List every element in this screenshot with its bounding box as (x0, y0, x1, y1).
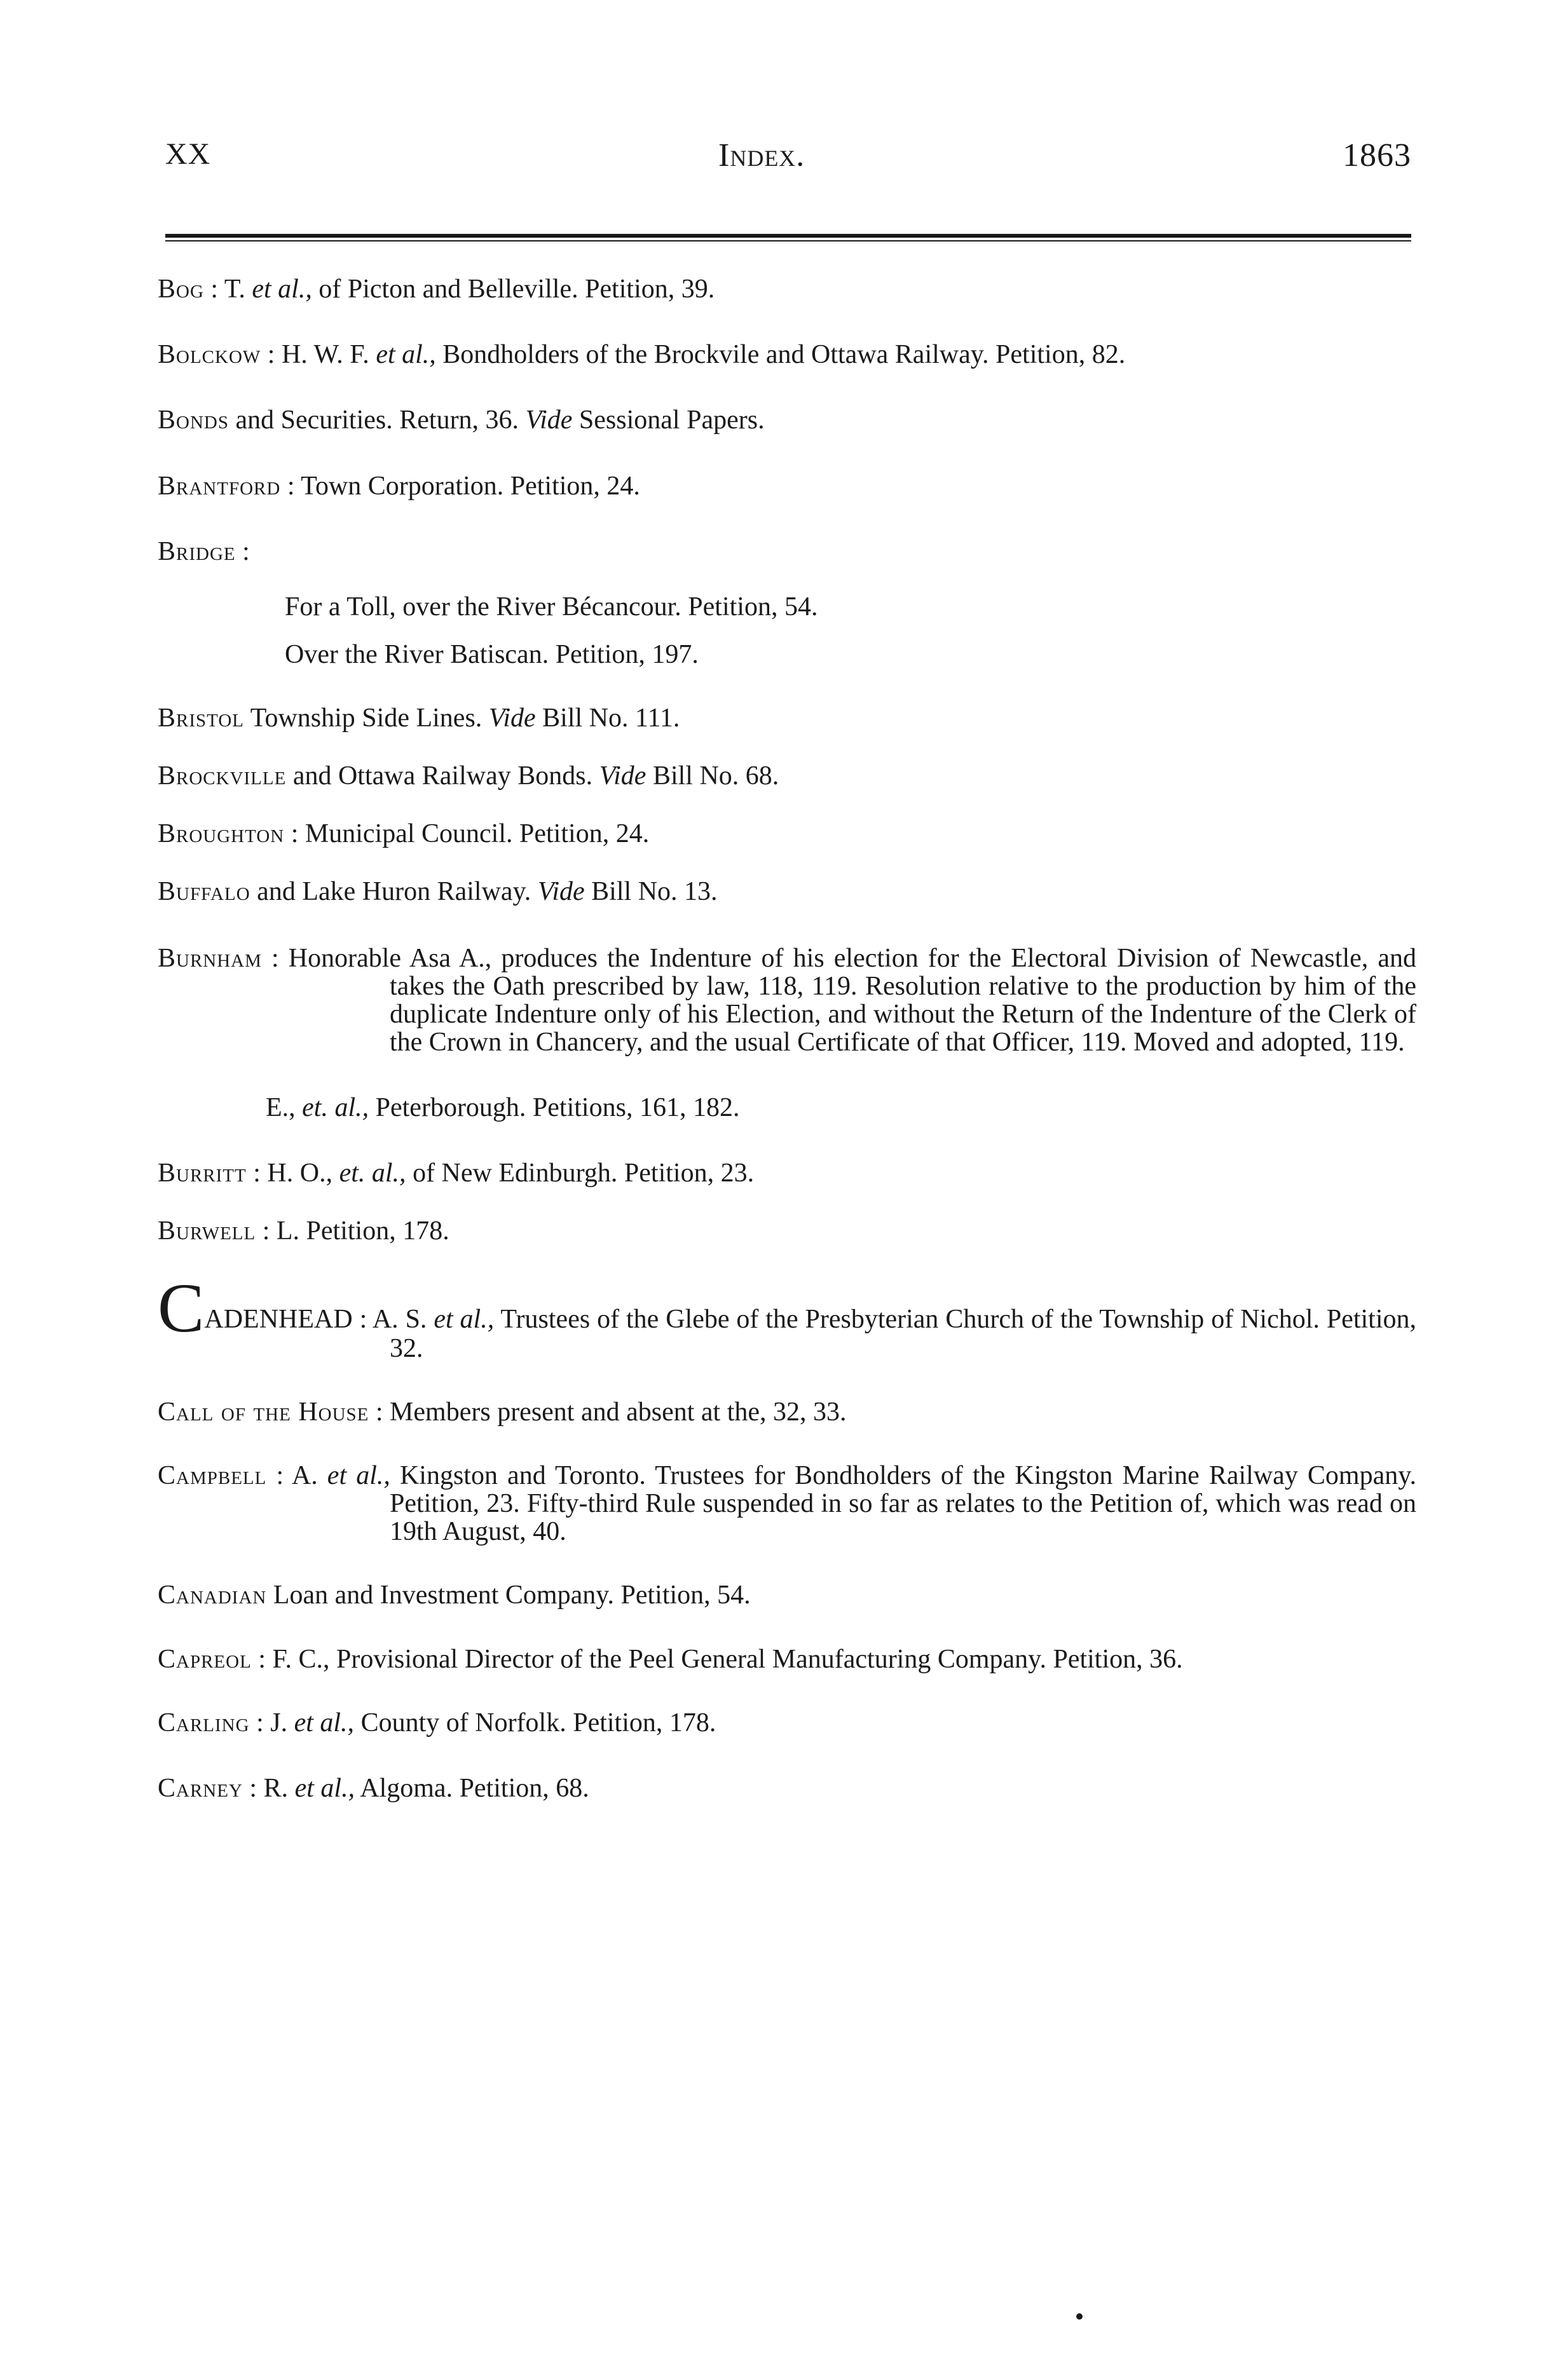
entry-text: of New Edinburgh. Petition, 23. (406, 1159, 755, 1188)
entry-heading: Call of the House (158, 1397, 369, 1427)
entry-text: Sessional Papers. (572, 405, 765, 435)
entry-subline: Over the River Batiscan. Petition, 197. (285, 640, 699, 670)
index-entry-carney (158, 1772, 1416, 1805)
entry-italic: et. al., (339, 1159, 406, 1188)
entry-heading: Broughton (158, 819, 285, 849)
page-title: Index. (718, 137, 805, 173)
entry-text: : Municipal Council. Petition, 24. (284, 819, 650, 849)
entry-italic: et al., (294, 1774, 355, 1804)
entry-text: and Ottawa Railway Bonds. (286, 761, 599, 791)
index-entry-capreol (158, 1645, 1416, 1674)
entry-italic: et al., (434, 1304, 495, 1334)
entry-text: Trustees of the Glebe of the Presbyterian Church of the Township of Nichol. Petition, 32. (390, 1304, 1416, 1363)
entry-text: County of Norfolk. Petition, 178. (354, 1708, 716, 1737)
entry-text: Bondholders of the Brockvile and Ottawa Railway. Petition, 82. (435, 340, 1126, 370)
year-label: 1863 (1343, 137, 1411, 173)
entry-italic: et al., (252, 275, 312, 304)
index-entry-burwell (158, 1215, 1416, 1248)
index-entry-call-of-the-house (158, 1396, 1416, 1429)
entry-heading: Carling (158, 1708, 250, 1737)
entry-text: : H. W. F. (261, 340, 376, 370)
entry-italic: et. al., (302, 1092, 369, 1122)
entry-italic: Vide (525, 405, 573, 435)
entry-text: : Honorable Asa A., produces the Indenture of his election for the Electoral Division of Newcastle, and takes the Oath prescribed by law, 118, 119. Resolution relative to the production by him of the duplicate Indenture only of his Election, and without the Return of the Indenture of the Clerk of the Crown in Chancery, and the usual Certificate of that Officer, 119. Moved and adopted, 119. (261, 943, 1416, 1057)
index-entry-burnham (158, 944, 1416, 1056)
entry-heading: Burwell (158, 1216, 256, 1246)
entry-heading: Buffalo (158, 877, 250, 907)
entry-heading: Bolckow (158, 340, 261, 370)
entry-text: of Picton and Belleville. Petition, 39. (311, 275, 715, 304)
index-entry-bristol (158, 702, 1416, 735)
entry-heading: Bridge (158, 536, 236, 566)
page-header (165, 137, 1411, 187)
entry-heading: ADENHEAD (204, 1304, 353, 1334)
entry-text: : Members present and absent at the, 32, 33. (369, 1397, 847, 1427)
entry-text: Bill No. 13. (584, 877, 718, 907)
index-content (158, 267, 1416, 1805)
entry-italic: et al., (376, 340, 436, 370)
index-entry-buffalo (158, 876, 1416, 908)
entry-text: : (235, 536, 250, 566)
index-entry-bonds (158, 404, 1416, 437)
entry-italic: Vide (488, 703, 536, 733)
index-entry-carling (158, 1707, 1416, 1739)
entry-text: : L. Petition, 178. (256, 1216, 449, 1246)
entry-text: : F. C., Provisional Director of the Peel General Manufacturing Company. Petition, 36. (251, 1644, 1183, 1674)
index-entry-campbell (158, 1462, 1416, 1546)
index-entry-brockville (158, 760, 1416, 792)
entry-text: and Lake Huron Railway. (250, 877, 538, 907)
entry-text: Kingston and Toronto. Trustees for Bondholders of the Kingston Marine Railway Company. Petition, 23. Fifty-third Rule suspended in so far as relates to the Petition of, which was read on 19th August, 40. (390, 1461, 1417, 1547)
entry-heading: Campbell (158, 1461, 267, 1491)
entry-text: : A. S. (352, 1304, 434, 1334)
entry-text: Peterborough. Petitions, 161, 182. (369, 1092, 740, 1122)
entry-text: : T. (203, 275, 252, 304)
entry-heading: Canadian (158, 1580, 267, 1610)
index-entry-brantford (158, 470, 1416, 503)
section-initial-letter: C (158, 1268, 205, 1347)
entry-text: Loan and Investment Company. Petition, 54. (266, 1580, 751, 1610)
entry-text: and Securities. Return, 36. (228, 405, 526, 435)
entry-heading: Bristol (158, 703, 244, 733)
entry-text: Bill No. 111. (535, 703, 680, 733)
header-rule-thin (165, 240, 1411, 241)
entry-text: Township Side Lines. (244, 703, 489, 733)
entry-text: : Town Corporation. Petition, 24. (280, 471, 640, 501)
entry-italic: Vide (599, 761, 646, 791)
index-entry-bolckow (158, 339, 1416, 371)
index-entry-bog (158, 273, 1416, 306)
entry-text: Bill No. 68. (646, 761, 779, 791)
entry-text: E., (266, 1092, 303, 1122)
entry-heading: Burritt (158, 1159, 247, 1188)
entry-subline: For a Toll, over the River Bécancour. Petition, 54. (285, 592, 818, 622)
entry-text: : A. (266, 1461, 327, 1491)
index-entry-burritt (158, 1157, 1416, 1190)
index-entry-broughton (158, 818, 1416, 850)
entry-heading: Carney (158, 1774, 243, 1804)
entry-heading: Capreol (158, 1644, 252, 1674)
index-entry-bridge (158, 536, 1416, 672)
page-number: XX (165, 137, 211, 171)
entry-italic: et al., (327, 1461, 390, 1491)
entry-text: : J. (249, 1708, 294, 1737)
index-entry-canadian (158, 1579, 1416, 1612)
entry-heading: Brantford (158, 471, 281, 501)
entry-heading: Brockville (158, 761, 287, 791)
entry-heading: Burnham (158, 943, 262, 973)
entry-heading: Bonds (158, 405, 229, 435)
header-rule (165, 234, 1411, 238)
index-entry-burnham-e (158, 1092, 1416, 1124)
entry-text: : H. O., (246, 1159, 339, 1188)
entry-italic: et al., (294, 1708, 355, 1737)
entry-italic: Vide (537, 877, 585, 907)
entry-text: : R. (242, 1774, 295, 1804)
entry-heading: Bog (158, 275, 204, 304)
entry-text: Algoma. Petition, 68. (355, 1774, 589, 1804)
ink-dot (1076, 2313, 1083, 2320)
index-entry-cadenhead (158, 1268, 1416, 1363)
